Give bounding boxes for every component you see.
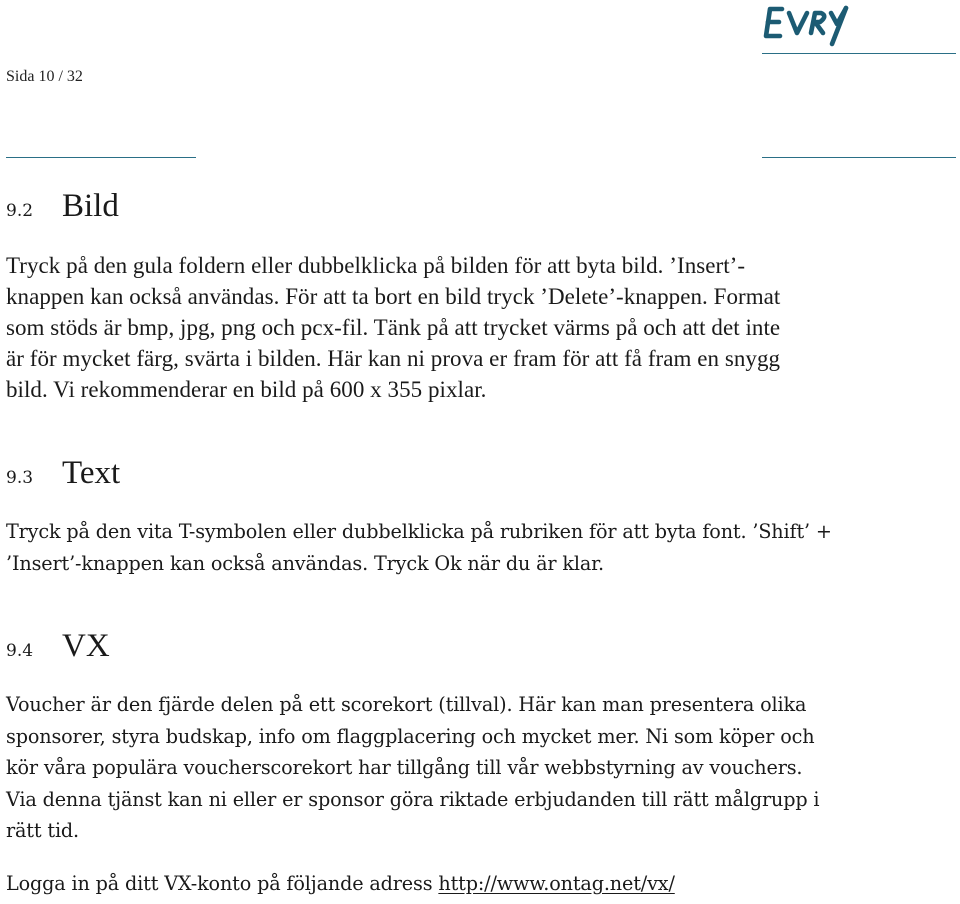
section-number: 9.3 <box>6 468 34 488</box>
text-line: bild. Vi rekommenderar en bild på 600 x 355 pixlar. <box>6 377 487 402</box>
evry-logo <box>762 0 860 52</box>
section-heading-vx <box>6 628 110 665</box>
text-line: Tryck på den vita T-symbolen eller dubbelklicka på rubriken för att byta font. ’Shift’ + <box>6 520 832 543</box>
section-number: 9.2 <box>6 201 34 221</box>
login-text: Logga in på ditt VX-konto på följande adress <box>6 872 439 895</box>
header-rule-right <box>762 157 956 158</box>
text-line: ’Insert’-knappen kan också användas. Tryck Ok när du är klar. <box>6 551 605 575</box>
text-line: sponsorer, styra budskap, info om flaggplacering och mycket mer. Ni som köper och <box>6 724 815 748</box>
text-line: är för mycket färg, svärta i bilden. Här kan ni prova er fram för att få fram en snygg <box>6 346 781 371</box>
section-heading-text <box>6 455 120 492</box>
section-body-bild <box>6 250 780 405</box>
text-line: Voucher är den fjärde delen på ett scorekort (tillval). Här kan man presentera olika <box>6 693 807 716</box>
logo-underline <box>762 53 956 54</box>
section-number: 9.4 <box>6 641 34 661</box>
section-heading-bild <box>6 188 119 225</box>
text-line: Via denna tjänst kan ni eller er sponsor göra riktade erbjudanden till rätt målgrupp i <box>6 787 820 811</box>
page-indicator: Sida 10 / 32 <box>6 68 83 85</box>
section-title: Bild <box>62 188 119 224</box>
login-line <box>6 868 675 900</box>
section-body-vx <box>6 689 819 847</box>
section-body-text <box>6 516 832 579</box>
header-rule-left <box>6 157 196 158</box>
text-line: kör våra populära voucherscorekort har tillgång till vår webbstyrning av vouchers. <box>6 756 803 779</box>
text-line: knappen kan också användas. För att ta bort en bild tryck ’Delete’-knappen. Format <box>6 284 781 309</box>
text-line: Tryck på den gula foldern eller dubbelklicka på bilden för att byta bild. ’Insert’- <box>6 253 746 278</box>
section-title: Text <box>62 455 121 491</box>
text-line: rätt tid. <box>6 819 80 842</box>
section-title: VX <box>62 628 110 664</box>
vx-login-link[interactable]: http://www.ontag.net/vx/ <box>438 872 675 895</box>
text-line: som stöds är bmp, jpg, png och pcx-fil. Tänk på att trycket värms på och att det inte <box>6 315 781 340</box>
